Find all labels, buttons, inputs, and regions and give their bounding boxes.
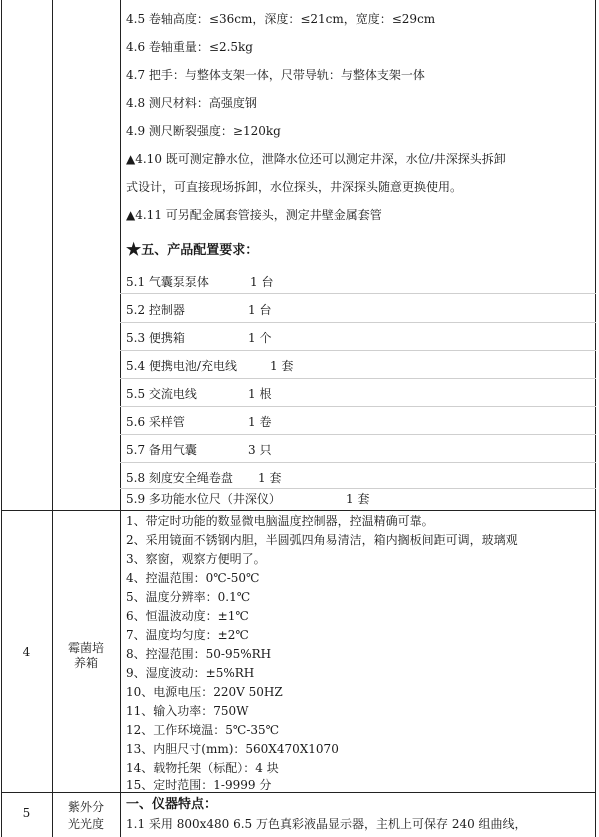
spec-line: 4.8 测尺材料：高强度钢 bbox=[126, 96, 257, 110]
spec-line: 11、输入功率：750W bbox=[126, 704, 249, 718]
item-name-line: 光光度 bbox=[67, 817, 104, 831]
config-heading-text: 五、产品配置要求： bbox=[141, 243, 259, 258]
row-divider-upper bbox=[1, 510, 596, 511]
config-item-qty: 1 卷 bbox=[248, 415, 272, 429]
column-divider-1 bbox=[52, 0, 53, 837]
spec-line: 10、电源电压：220V 50HZ bbox=[126, 685, 283, 699]
spec-line: 4.7 把手：与整体支架一体，尺带导轨：与整体支架一体 bbox=[126, 68, 425, 82]
config-item-name: 5.4 便携电池/充电线 bbox=[126, 359, 237, 373]
spec-line: 4.5 卷轴高度：≤36cm，深度：≤21cm，宽度：≤29cm bbox=[126, 12, 436, 26]
item-name-line: 紫外分 bbox=[67, 800, 104, 814]
sub-divider-5.3 bbox=[120, 350, 596, 351]
spec-line: ▲4.11 可另配金属套管接头，测定井壁金属套管 bbox=[126, 208, 382, 222]
sub-divider-5.1 bbox=[120, 293, 596, 294]
config-item-qty: 1 个 bbox=[248, 331, 272, 345]
star-icon: ★ bbox=[126, 240, 142, 260]
spec-line: 13、内胆尺寸(mm)：560X470X1070 bbox=[126, 742, 339, 756]
spec-line: 6、恒温波动度：±1℃ bbox=[126, 609, 249, 623]
spec-line: ▲4.10 既可测定静水位，泄降水位还可以测定井深，水位/井深探头拆卸 bbox=[126, 152, 506, 166]
spec-line: 14、载物托架（标配）：4 块 bbox=[126, 761, 279, 775]
config-item-qty: 1 台 bbox=[248, 303, 272, 317]
column-divider-2 bbox=[120, 0, 121, 837]
row-divider-4-5 bbox=[1, 792, 596, 793]
spec-line: 式设计，可直接现场拆卸，水位探头，井深探头随意更换使用。 bbox=[126, 180, 463, 194]
table-border-left bbox=[1, 0, 2, 837]
spec-line: 2、采用镜面不锈钢内胆，半圆弧四角易清洁，箱内搁板间距可调，玻璃观 bbox=[126, 533, 518, 547]
config-item-name: 5.9 多功能水位尺（井深仪） bbox=[126, 492, 281, 506]
config-item-name: 5.6 采样管 bbox=[126, 415, 185, 429]
spec-line: 5、温度分辨率：0.1℃ bbox=[126, 590, 251, 604]
config-item-qty: 1 套 bbox=[346, 492, 370, 506]
sub-divider-5.6 bbox=[120, 434, 596, 435]
config-item-qty: 1 根 bbox=[248, 387, 272, 401]
spec-line: 4.6 卷轴重量：≤2.5kg bbox=[126, 40, 253, 54]
spec-line: 4.9 测尺断裂强度：≥120kg bbox=[126, 124, 281, 138]
sub-divider-5.4 bbox=[120, 378, 596, 379]
config-item-qty: 1 套 bbox=[258, 471, 282, 485]
config-item-name: 5.7 备用气囊 bbox=[126, 443, 197, 457]
spec-line: 1、带定时功能的数显微电脑温度控制器，控温精确可靠。 bbox=[126, 514, 434, 528]
row-number: 4 bbox=[22, 645, 31, 659]
config-item-name: 5.3 便携箱 bbox=[126, 331, 185, 345]
section-heading: 一、仪器特点： bbox=[126, 797, 218, 812]
table-border-right bbox=[595, 0, 596, 837]
sub-divider-5.8 bbox=[120, 488, 596, 489]
spec-line: 4、控温范围：0℃-50℃ bbox=[126, 571, 260, 585]
config-heading bbox=[126, 240, 258, 258]
config-item-name: 5.2 控制器 bbox=[126, 303, 185, 317]
spec-line: 3、察窗，观察方便明了。 bbox=[126, 552, 266, 566]
row-number: 5 bbox=[22, 806, 31, 820]
config-item-name: 5.5 交流电线 bbox=[126, 387, 197, 401]
sub-divider-5.2 bbox=[120, 322, 596, 323]
item-name-line: 霉菌培 bbox=[67, 641, 104, 655]
config-item-qty: 1 套 bbox=[270, 359, 294, 373]
spec-line: 1.1 采用 800x480 6.5 万色真彩液晶显示器，主机上可保存 240 组曲线， bbox=[126, 817, 527, 831]
sub-divider-5.5 bbox=[120, 406, 596, 407]
spec-line: 9、湿度波动：±5%RH bbox=[126, 666, 255, 680]
spec-line: 7、温度均匀度：±2℃ bbox=[126, 628, 249, 642]
config-item-qty: 1 台 bbox=[250, 275, 274, 289]
spec-line: 12、工作环境温：5℃-35℃ bbox=[126, 723, 280, 737]
spec-line: 15、定时范围：1-9999 分 bbox=[126, 778, 272, 792]
item-name-line: 养箱 bbox=[73, 656, 98, 670]
config-item-name: 5.1 气囊泵泵体 bbox=[126, 275, 209, 289]
spec-line: 8、控湿范围：50-95%RH bbox=[126, 647, 272, 661]
sub-divider-5.7 bbox=[120, 462, 596, 463]
config-item-qty: 3 只 bbox=[248, 443, 272, 457]
config-item-name: 5.8 刻度安全绳卷盘 bbox=[126, 471, 233, 485]
